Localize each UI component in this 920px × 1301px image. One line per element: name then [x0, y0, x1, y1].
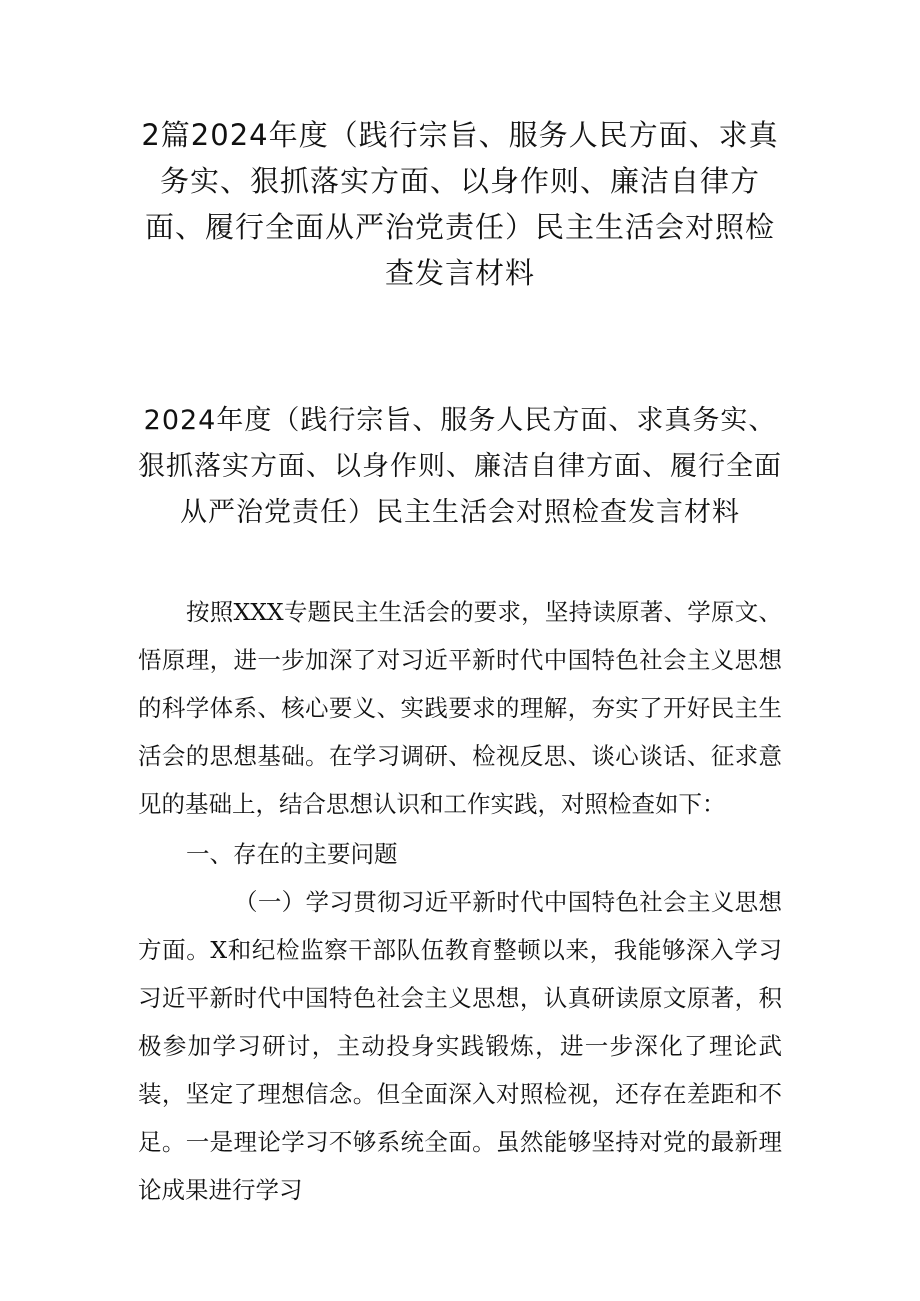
document-subtitle: 2024年度（践行宗旨、服务人民方面、求真务实、狠抓落实方面、以身作则、廉洁自律方面、履行全面从严治党责任）民主生活会对照检查发言材料: [138, 405, 782, 528]
document-title: 2篇2024年度（践行宗旨、服务人民方面、求真务实、狠抓落实方面、以身作则、廉洁自律方面、履行全面从严治党责任）民主生活会对照检查发言材料: [141, 118, 779, 290]
section-paragraph: （一）学习贯彻习近平新时代中国特色社会主义思想方面。X和纪检监察干部队伍教育整顿以来，我能够深入学习习近平新时代中国特色社会主义思想，认真研读原文原著，积极参加学习研讨，主动投身实践锻炼，进一步深化了理论武装，坚定了理想信念。但全面深入对照检视，还存在差距和不足。一是理论学习不够系统全面。虽然能够坚持对党的最新理论成果进行学习: [138, 888, 782, 1204]
intro-paragraph: 按照XXX专题民主生活会的要求，坚持读原著、学原文、悟原理，进一步加深了对习近平新时代中国特色社会主义思想的科学体系、核心要义、实践要求的理解，夯实了开好民主生活会的思想基础。在学习调研、检视反思、谈心谈话、征求意见的基础上，结合思想认识和工作实践，对照检查如下：: [138, 598, 782, 818]
section-heading: 一、存在的主要问题: [186, 840, 398, 868]
